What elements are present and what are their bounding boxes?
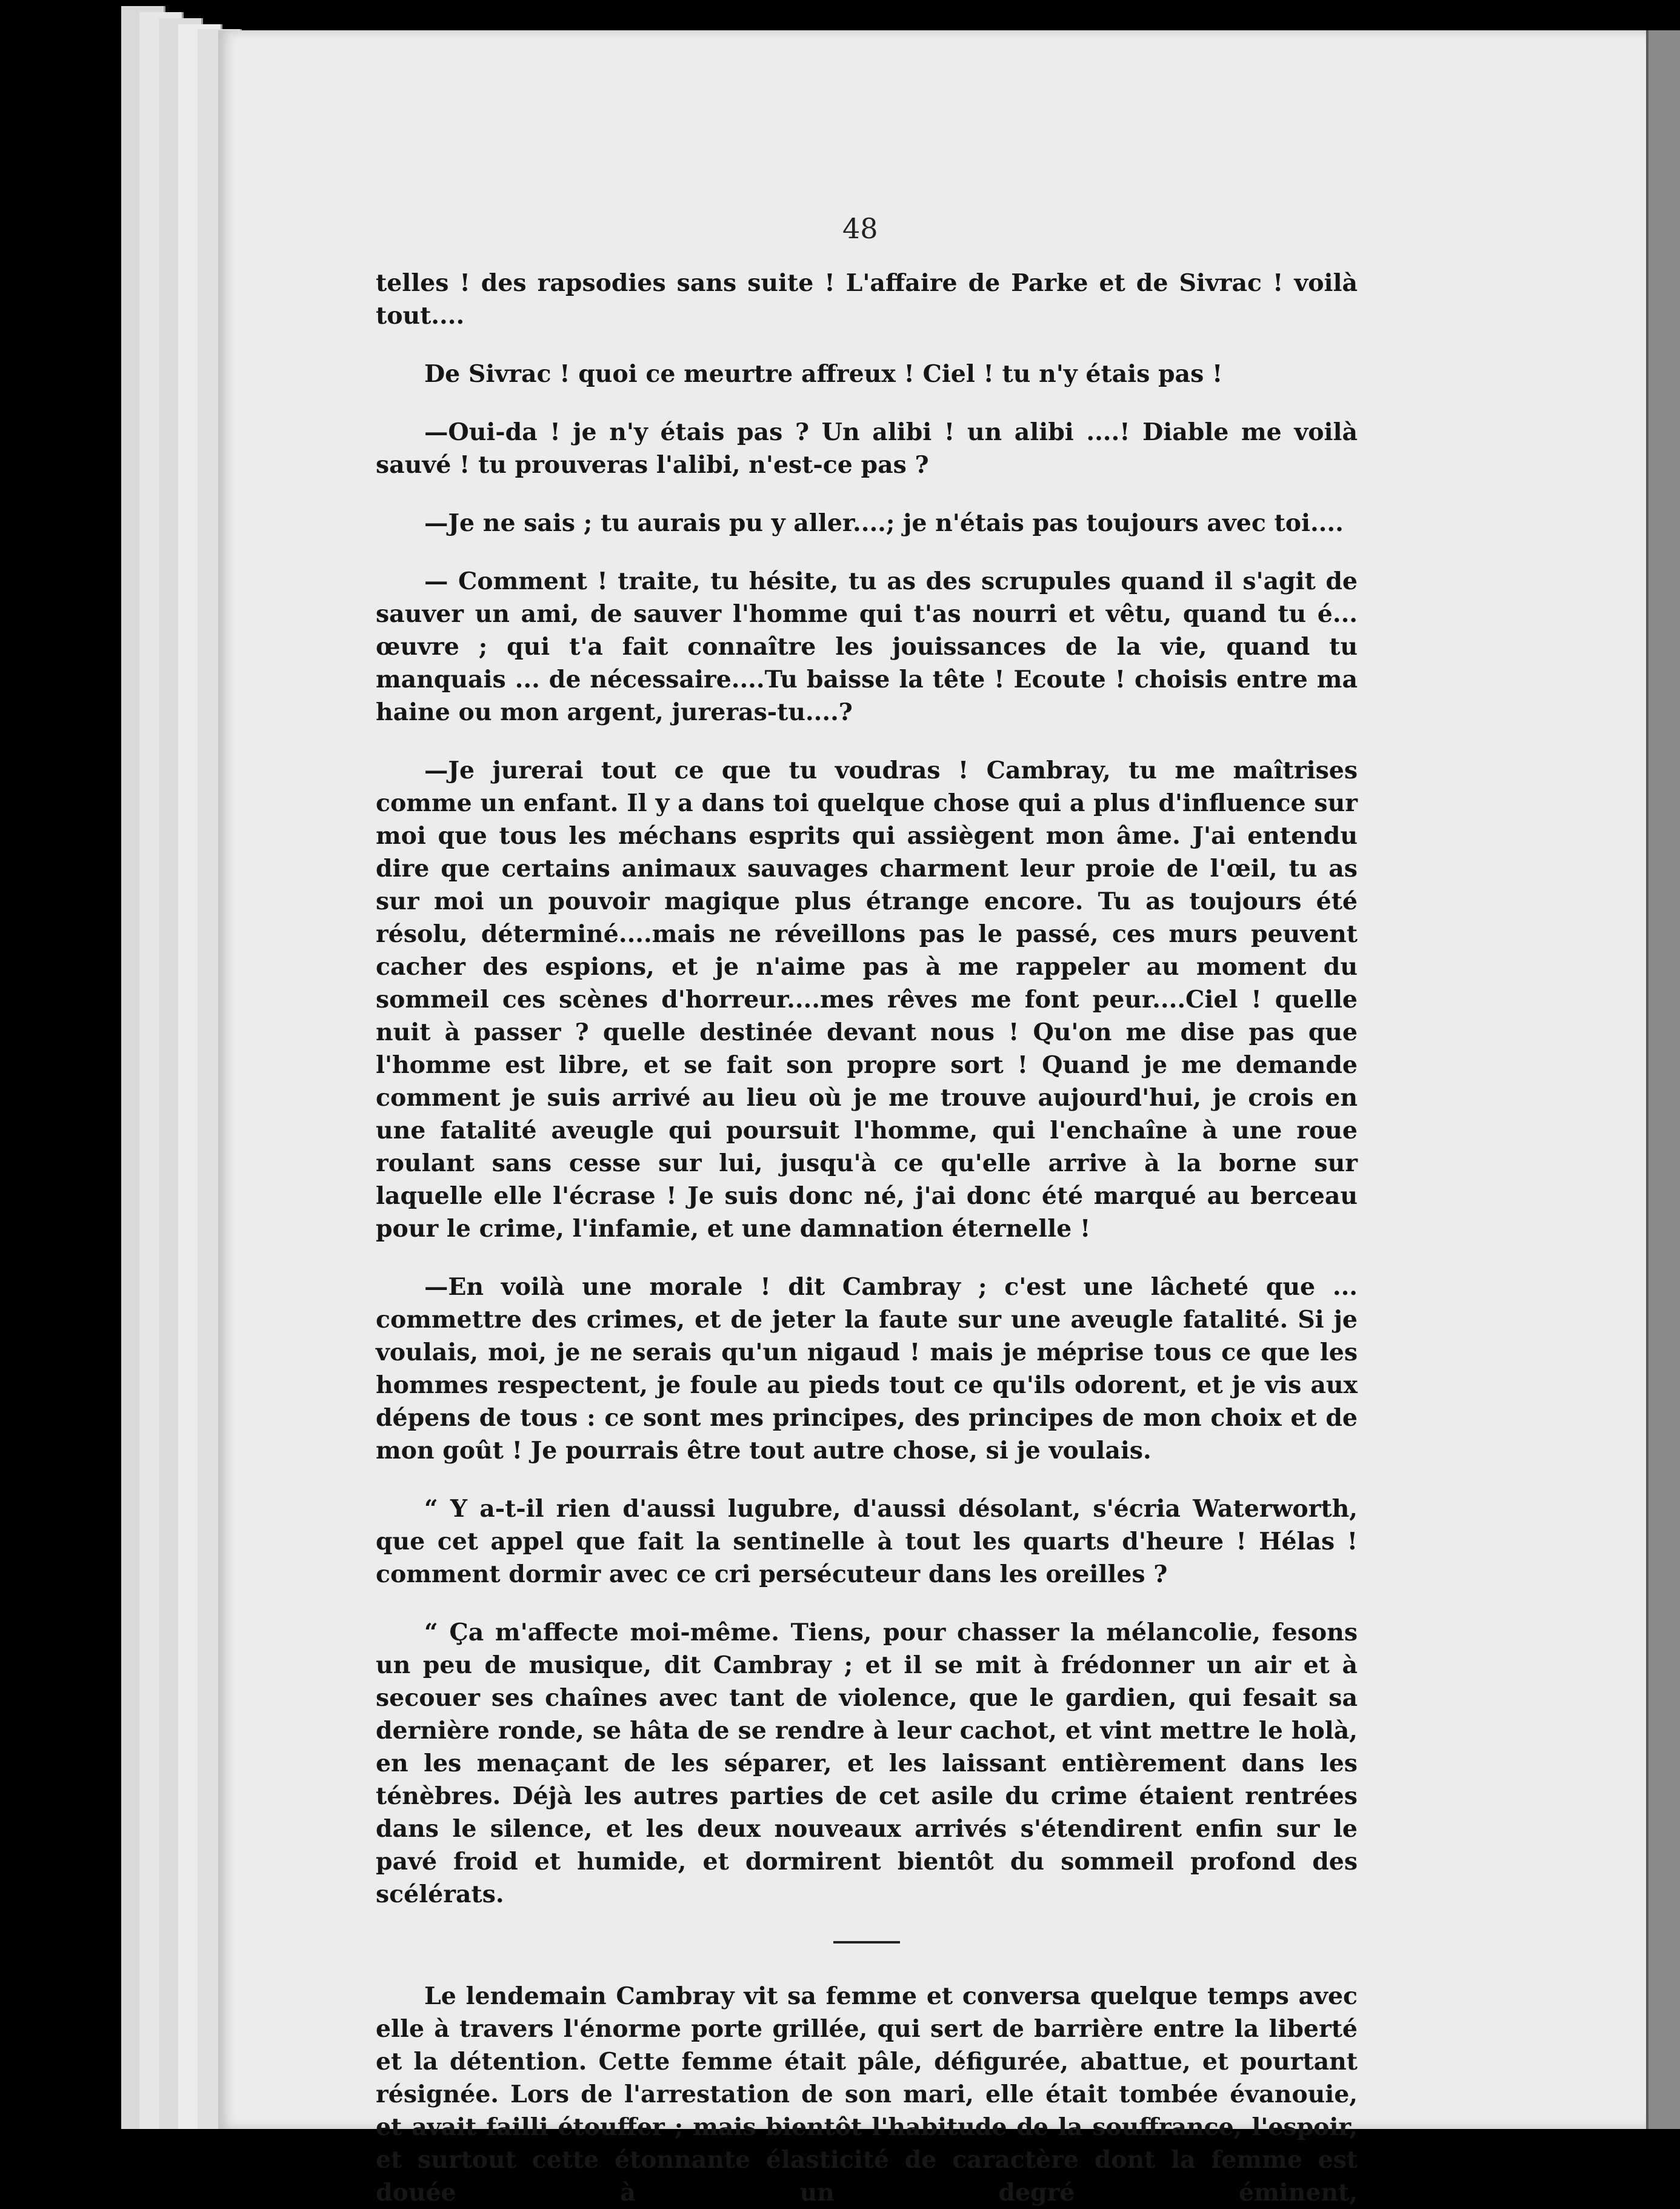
paragraph: telles ! des rapsodies sans suite ! L'affaire de Parke et de Sivrac ! voilà tout.... bbox=[376, 269, 1358, 330]
body-text bbox=[376, 267, 1358, 2209]
binding-strip bbox=[1646, 30, 1680, 2129]
paragraph: —Oui-da ! je n'y étais pas ? Un alibi ! un alibi ....! Diable me voilà sauvé ! tu prouveras l'alibi, n'est-ce pas ? bbox=[376, 418, 1358, 479]
paragraph: —Je ne sais ; tu aurais pu y aller....; je n'étais pas toujours avec toi.... bbox=[424, 509, 1344, 537]
paragraph: “ Y a-t-il rien d'aussi lugubre, d'aussi désolant, s'écria Waterworth, que cet appel que fait la sentinelle à tout les quarts d'heure ! Hélas ! comment dormir avec ce cri persécuteur dans les oreilles ? bbox=[376, 1495, 1358, 1588]
paragraph: Le lendemain Cambray vit sa femme et conversa quelque temps avec elle à travers l'énorme porte grillée, qui sert de barrière entre la liberté et la détention. Cette femme était pâle, défigurée, abattue, et pourtant résignée. Lors de l'arrestation de son mari, elle était tombée évanouie, et avait failli étouffer ; mais bientôt l'habitude de la souffrance, l'espoir, et surtout cette étonnante élasticité de caractère dont la femme est douée à un degré éminent, bbox=[376, 1982, 1358, 2207]
paragraph: — Comment ! traite, tu hésite, tu as des scrupules quand il s'agit de sauver un ami, de sauver l'homme qui t'as nourri et vêtu, quand tu é... œuvre ; qui t'a fait connaître les jouissances de la vie, quand tu manquais ... de nécessaire....Tu baisse la tête ! Ecoute ! choisis entre ma haine ou mon argent, jureras-tu....? bbox=[376, 567, 1358, 726]
paragraph: —Je jurerai tout ce que tu voudras ! Cambray, tu me maîtrises comme un enfant. Il y a dans toi quelque chose qui a plus d'influence sur moi que tous les méchans esprits qui assiègent mon âme. J'ai entendu dire que certains animaux sauvages charment leur proie de l'œil, tu as sur moi un pouvoir magique plus étrange encore. Tu as toujours été résolu, déterminé....mais ne réveillons pas le passé, ces murs peuvent cacher des espions, et je n'aime pas à me rappeler au moment du sommeil ces scènes d'horreur....mes rêves me font peur....Ciel ! quelle nuit à passer ? quelle destinée devant nous ! Qu'on me dise pas que l'homme est libre, et se fait son propre sort ! Quand je me demande comment je suis arrivé au lieu où je me trouve aujourd'hui, je crois en une fatalité aveugle qui poursuit l'homme, qui l'enchaîne à une roue roulant sans cesse sur lui, jusqu'à ce qu'elle arrive à la borne sur laquelle elle l'écrase ! Je suis donc né, j'ai donc été marqué au berceau pour le crime, l'infamie, et une damnation éternelle ! bbox=[376, 757, 1358, 1243]
paragraph: “ Ça m'affecte moi-même. Tiens, pour chasser la mélancolie, fesons un peu de musique, dit Cambray ; et il se mit à frédonner un air et à secouer ses chaînes avec tant de violence, que le gardien, qui fesait sa dernière ronde, se hâta de se rendre à leur cachot, et vint mettre le holà, en les menaçant de les séparer, et les laissant entièrement dans les ténèbres. Déjà les autres parties de cet asile du crime étaient rentrées dans le silence, et les deux nouveaux arrivés s'étendirent enfin sur le pavé froid et humide, et dormirent bientôt du sommeil profond des scélérats. bbox=[376, 1619, 1358, 1908]
paragraph: De Sivrac ! quoi ce meurtre affreux ! Ciel ! tu n'y étais pas ! bbox=[424, 360, 1223, 388]
section-rule bbox=[833, 1941, 900, 1943]
paragraph: —En voilà une morale ! dit Cambray ; c'est une lâcheté que ... commettre des crimes, et de jeter la faute sur une aveugle fatalité. Si je voulais, moi, je ne serais qu'un nigaud ! mais je méprise tous ce que les hommes respectent, je foule au pieds tout ce qu'ils odorent, et je vis aux dépens de tous : ce sont mes principes, des principes de mon choix et de mon goût ! Je pourrais être tout autre chose, si je voulais. bbox=[376, 1273, 1358, 1465]
page-number: 48 bbox=[842, 212, 878, 245]
